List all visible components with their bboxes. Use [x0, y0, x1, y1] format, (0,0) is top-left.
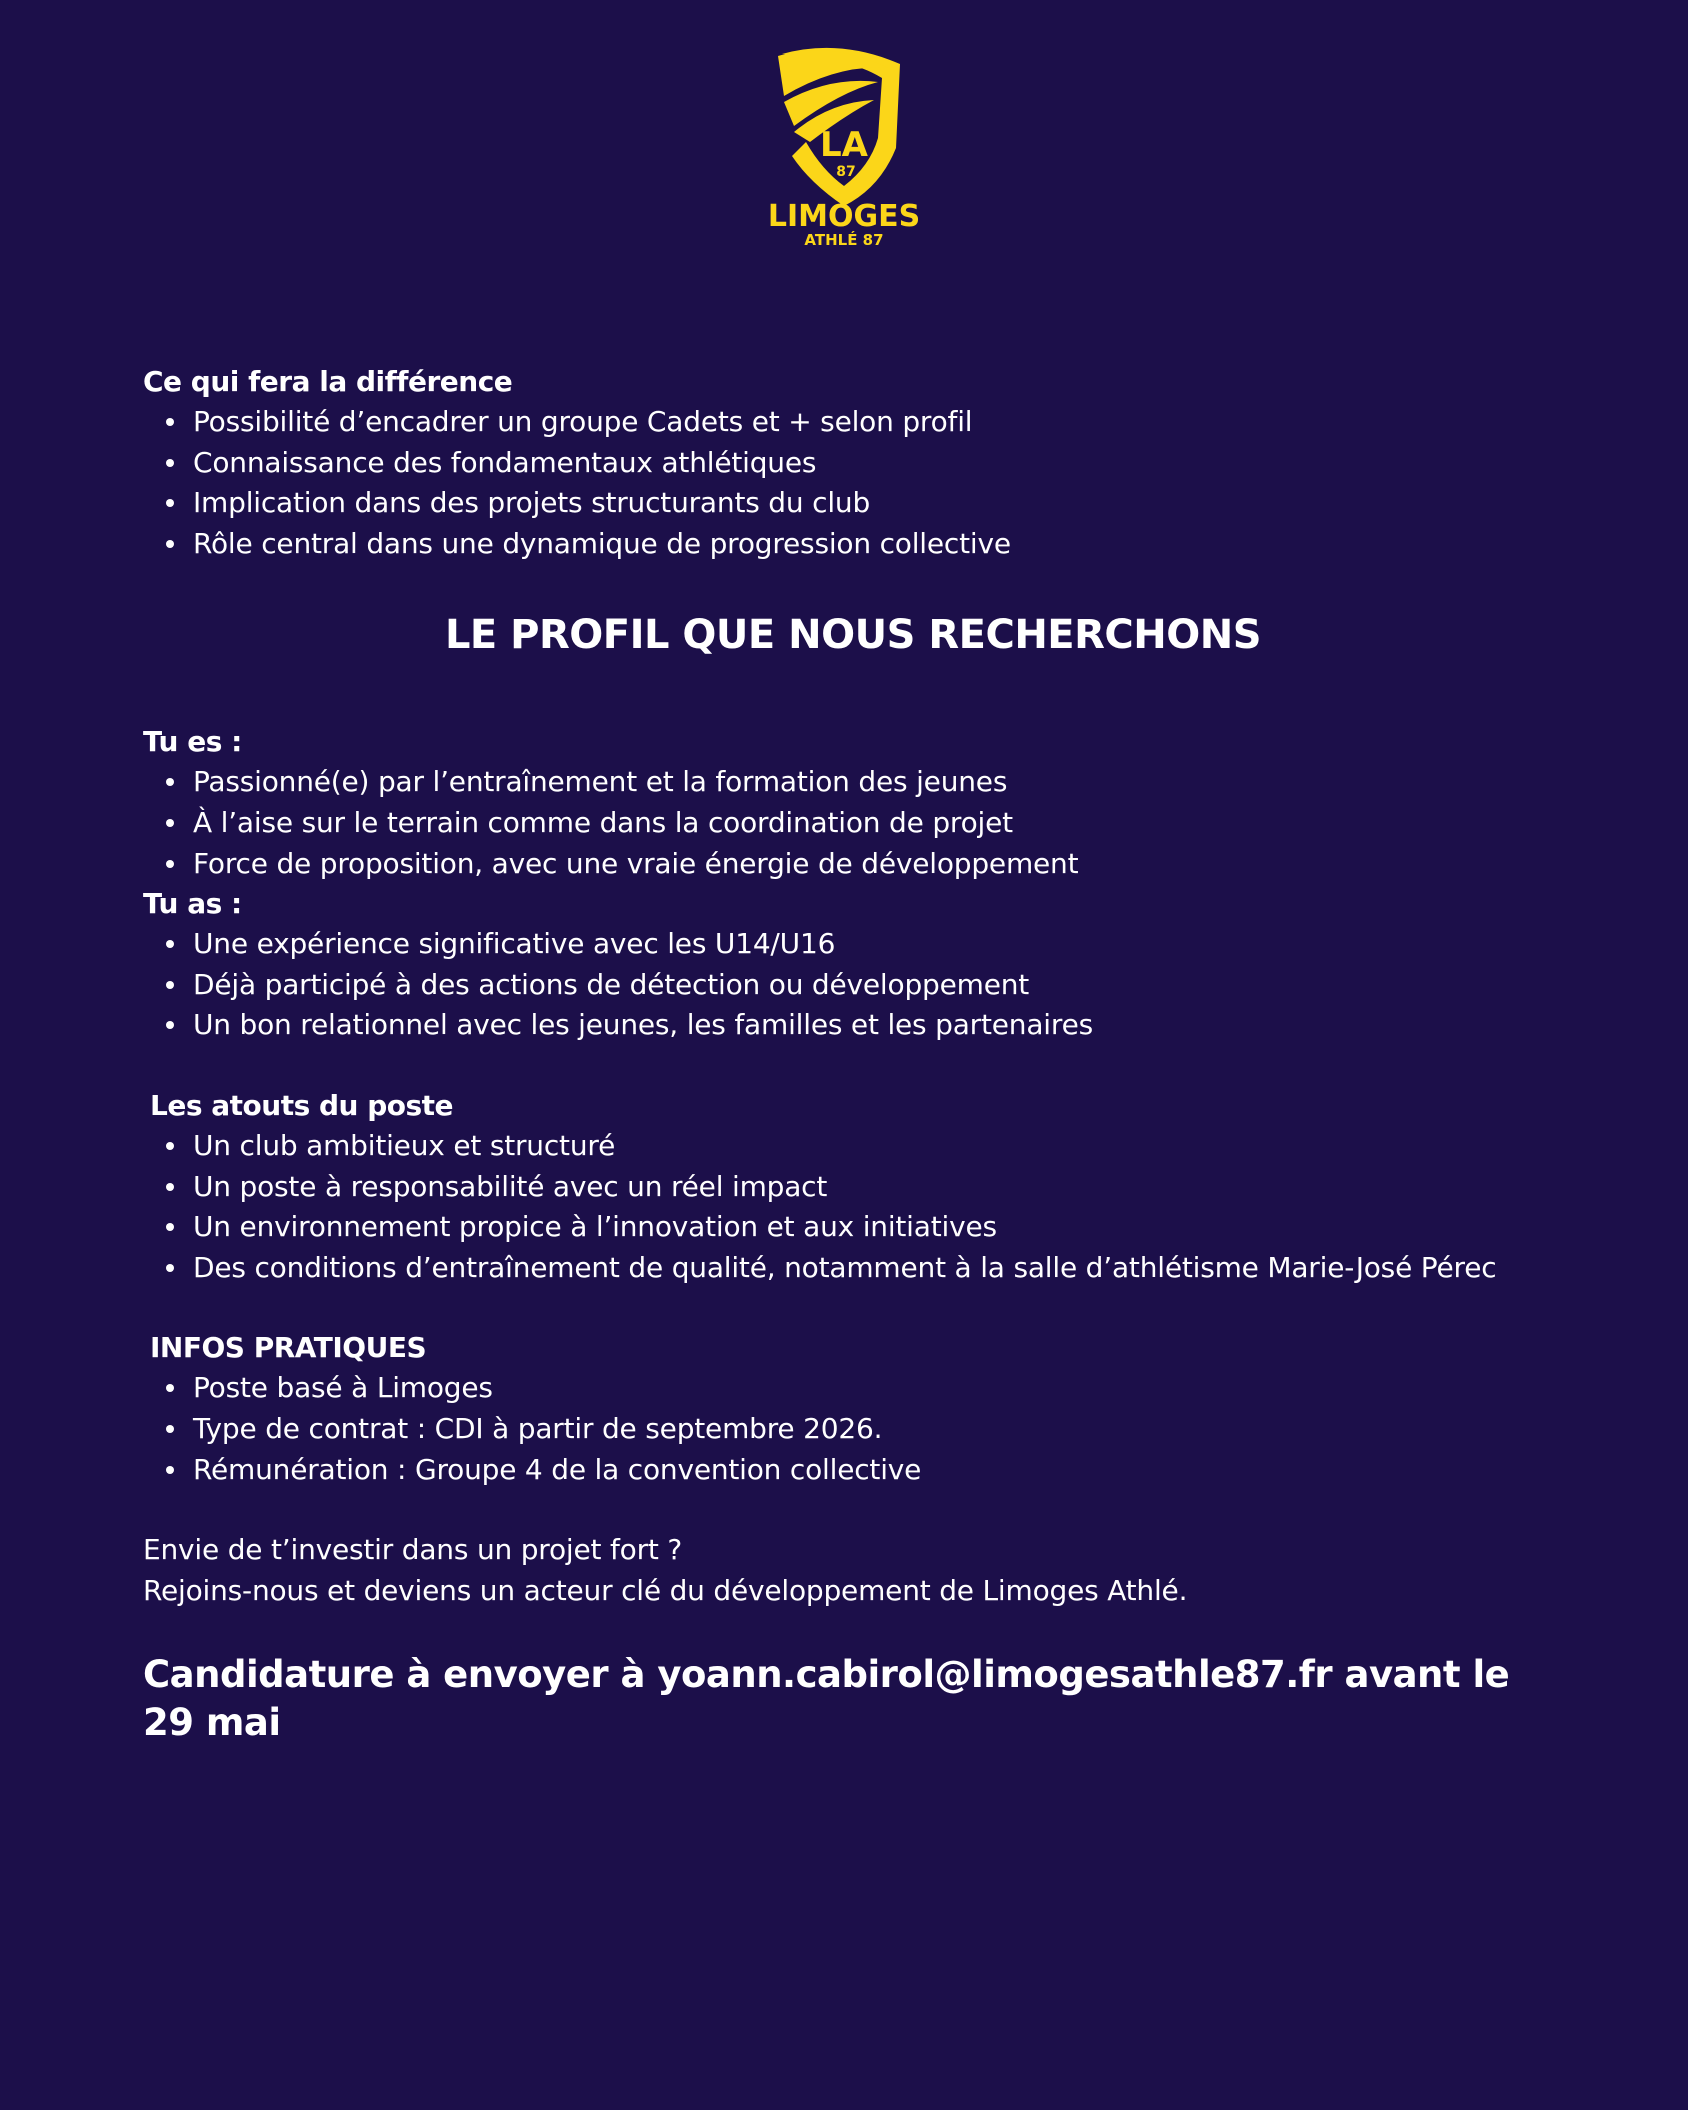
- list-item: Implication dans des projets structurants du club: [193, 483, 1563, 524]
- list-item: Rémunération : Groupe 4 de la convention collective: [193, 1450, 1563, 1491]
- logo-monogram: LA: [820, 125, 868, 165]
- list-item: À l’aise sur le terrain comme dans la coordination de projet: [193, 803, 1563, 844]
- list-item: Poste basé à Limoges: [193, 1368, 1563, 1409]
- tu-es-heading: Tu es :: [143, 725, 242, 759]
- list-item: Passionné(e) par l’entraînement et la formation des jeunes: [193, 762, 1563, 803]
- shield-icon: [770, 38, 918, 250]
- tu-as-list: [143, 924, 1563, 1046]
- tu-es-list: [143, 762, 1563, 884]
- list-item: Rôle central dans une dynamique de progression collective: [193, 524, 1563, 565]
- list-item: Type de contrat : CDI à partir de septembre 2026.: [193, 1409, 1563, 1450]
- list-item: Des conditions d’entraînement de qualité, notamment à la salle d’athlétisme Marie-José Pérec: [193, 1248, 1563, 1289]
- logo-subtitle: ATHLÉ 87: [804, 231, 884, 249]
- logo-name: LIMOGES: [770, 199, 918, 234]
- closing-line-2: Rejoins-nous et deviens un acteur clé du développement de Limoges Athlé.: [143, 1573, 1188, 1607]
- page-title: LE PROFIL QUE NOUS RECHERCHONS: [444, 612, 1262, 659]
- infos-list: [143, 1368, 1563, 1490]
- closing-line-1: Envie de t’investir dans un projet fort ?: [143, 1533, 683, 1567]
- list-item: Une expérience significative avec les U14/U16: [193, 924, 1563, 965]
- list-item: Connaissance des fondamentaux athlétiques: [193, 443, 1563, 484]
- job-offer-content: [143, 362, 1563, 1747]
- list-item: Force de proposition, avec une vraie énergie de développement: [193, 844, 1563, 885]
- list-item: Un bon relationnel avec les jeunes, les familles et les partenaires: [193, 1005, 1563, 1046]
- atouts-list: [143, 1126, 1563, 1288]
- application-cta: Candidature à envoyer à yoann.cabirol@limogesathle87.fr avant le 29 mai: [143, 1653, 1510, 1745]
- tu-as-heading: Tu as :: [143, 887, 242, 921]
- difference-list: [143, 402, 1563, 564]
- infos-heading: INFOS PRATIQUES: [150, 1331, 427, 1365]
- atouts-heading: Les atouts du poste: [150, 1088, 454, 1122]
- difference-heading: Ce qui fera la différence: [143, 365, 513, 398]
- list-item: Possibilité d’encadrer un groupe Cadets et + selon profil: [193, 402, 1563, 443]
- list-item: Un environnement propice à l’innovation et aux initiatives: [193, 1207, 1563, 1248]
- logo-monogram-sub: 87: [836, 164, 856, 180]
- list-item: Un poste à responsabilité avec un réel impact: [193, 1167, 1563, 1208]
- club-logo: [770, 38, 918, 250]
- list-item: Un club ambitieux et structuré: [193, 1126, 1563, 1167]
- list-item: Déjà participé à des actions de détection ou développement: [193, 965, 1563, 1006]
